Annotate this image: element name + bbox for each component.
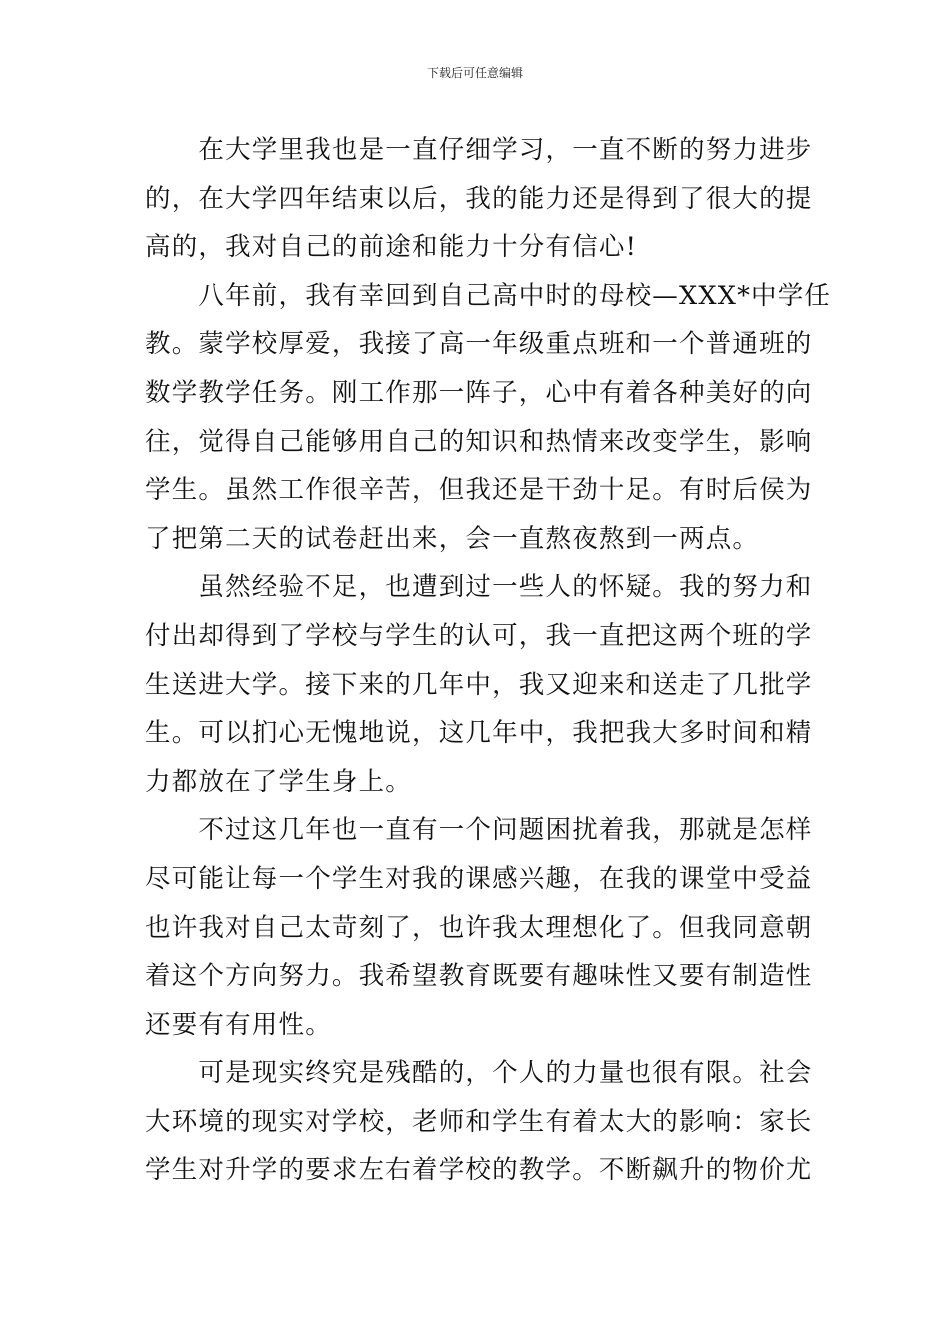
paragraph-line: 还要有有用性。	[145, 1009, 332, 1040]
paragraph-3	[145, 563, 813, 806]
paragraph-line: 数学教学任务。刚工作那一阵子，心中有着各种美好的向	[145, 377, 813, 408]
paragraph-line: 往，觉得自己能够用自己的知识和热情来改变学生，影响	[145, 426, 813, 457]
paragraph-line: 学生。虽然工作很辛苦，但我还是干劲十足。有时后侯为	[145, 475, 813, 506]
paragraph-line: 生。可以扪心无愧地说，这几年中，我把我大多时间和精	[145, 718, 813, 749]
paragraph-line: 着这个方向努力。我希望教育既要有趣味性又要有制造性	[145, 961, 813, 992]
paragraph-line: 虽然经验不足，也遭到过一些人的怀疑。我的努力和	[145, 572, 813, 603]
paragraph-line: 可是现实终究是残酷的，个人的力量也很有限。社会	[145, 1058, 813, 1089]
paragraph-line: 在大学里我也是一直仔细学习，一直不断的努力进步	[145, 135, 813, 165]
paragraph-line: 教。蒙学校厚爱，我接了高一年级重点班和一个普通班的	[145, 329, 813, 360]
paragraph-line: 的，在大学四年结束以后，我的能力还是得到了很大的提	[145, 183, 813, 214]
paragraph-line: 八年前，我有幸回到自己高中时的母校—XXX*中学任	[145, 280, 832, 311]
document-body	[145, 126, 832, 1195]
paragraph-line: 学生对升学的要求左右着学校的教学。不断飙升的物价尤	[145, 1155, 813, 1186]
paragraph-1	[145, 126, 813, 272]
paragraph-line: 也许我对自己太苛刻了，也许我太理想化了。但我同意朝	[145, 912, 813, 943]
paragraph-line: 生送进大学。接下来的几年中，我又迎来和送走了几批学	[145, 669, 813, 700]
paragraph-line: 大环境的现实对学校，老师和学生有着太大的影响：家长	[145, 1106, 813, 1137]
paragraph-line: 高的，我对自己的前途和能力十分有信心!	[145, 232, 638, 263]
paragraph-line: 尽可能让每一个学生对我的课感兴趣，在我的课堂中受益	[145, 863, 813, 894]
paragraph-line: 不过这几年也一直有一个问题困扰着我，那就是怎样	[145, 815, 813, 846]
paragraph-line: 了把第二天的试卷赶出来，会一直熬夜熬到一两点。	[145, 523, 760, 554]
paragraph-5	[145, 1049, 813, 1195]
paragraph-line: 力都放在了学生身上。	[145, 766, 413, 797]
paragraph-line: 付出却得到了学校与学生的认可，我一直把这两个班的学	[145, 620, 813, 651]
page-header-note: 下载后可任意编辑	[426, 66, 523, 80]
paragraph-2	[145, 272, 832, 564]
paragraph-4	[145, 806, 813, 1049]
